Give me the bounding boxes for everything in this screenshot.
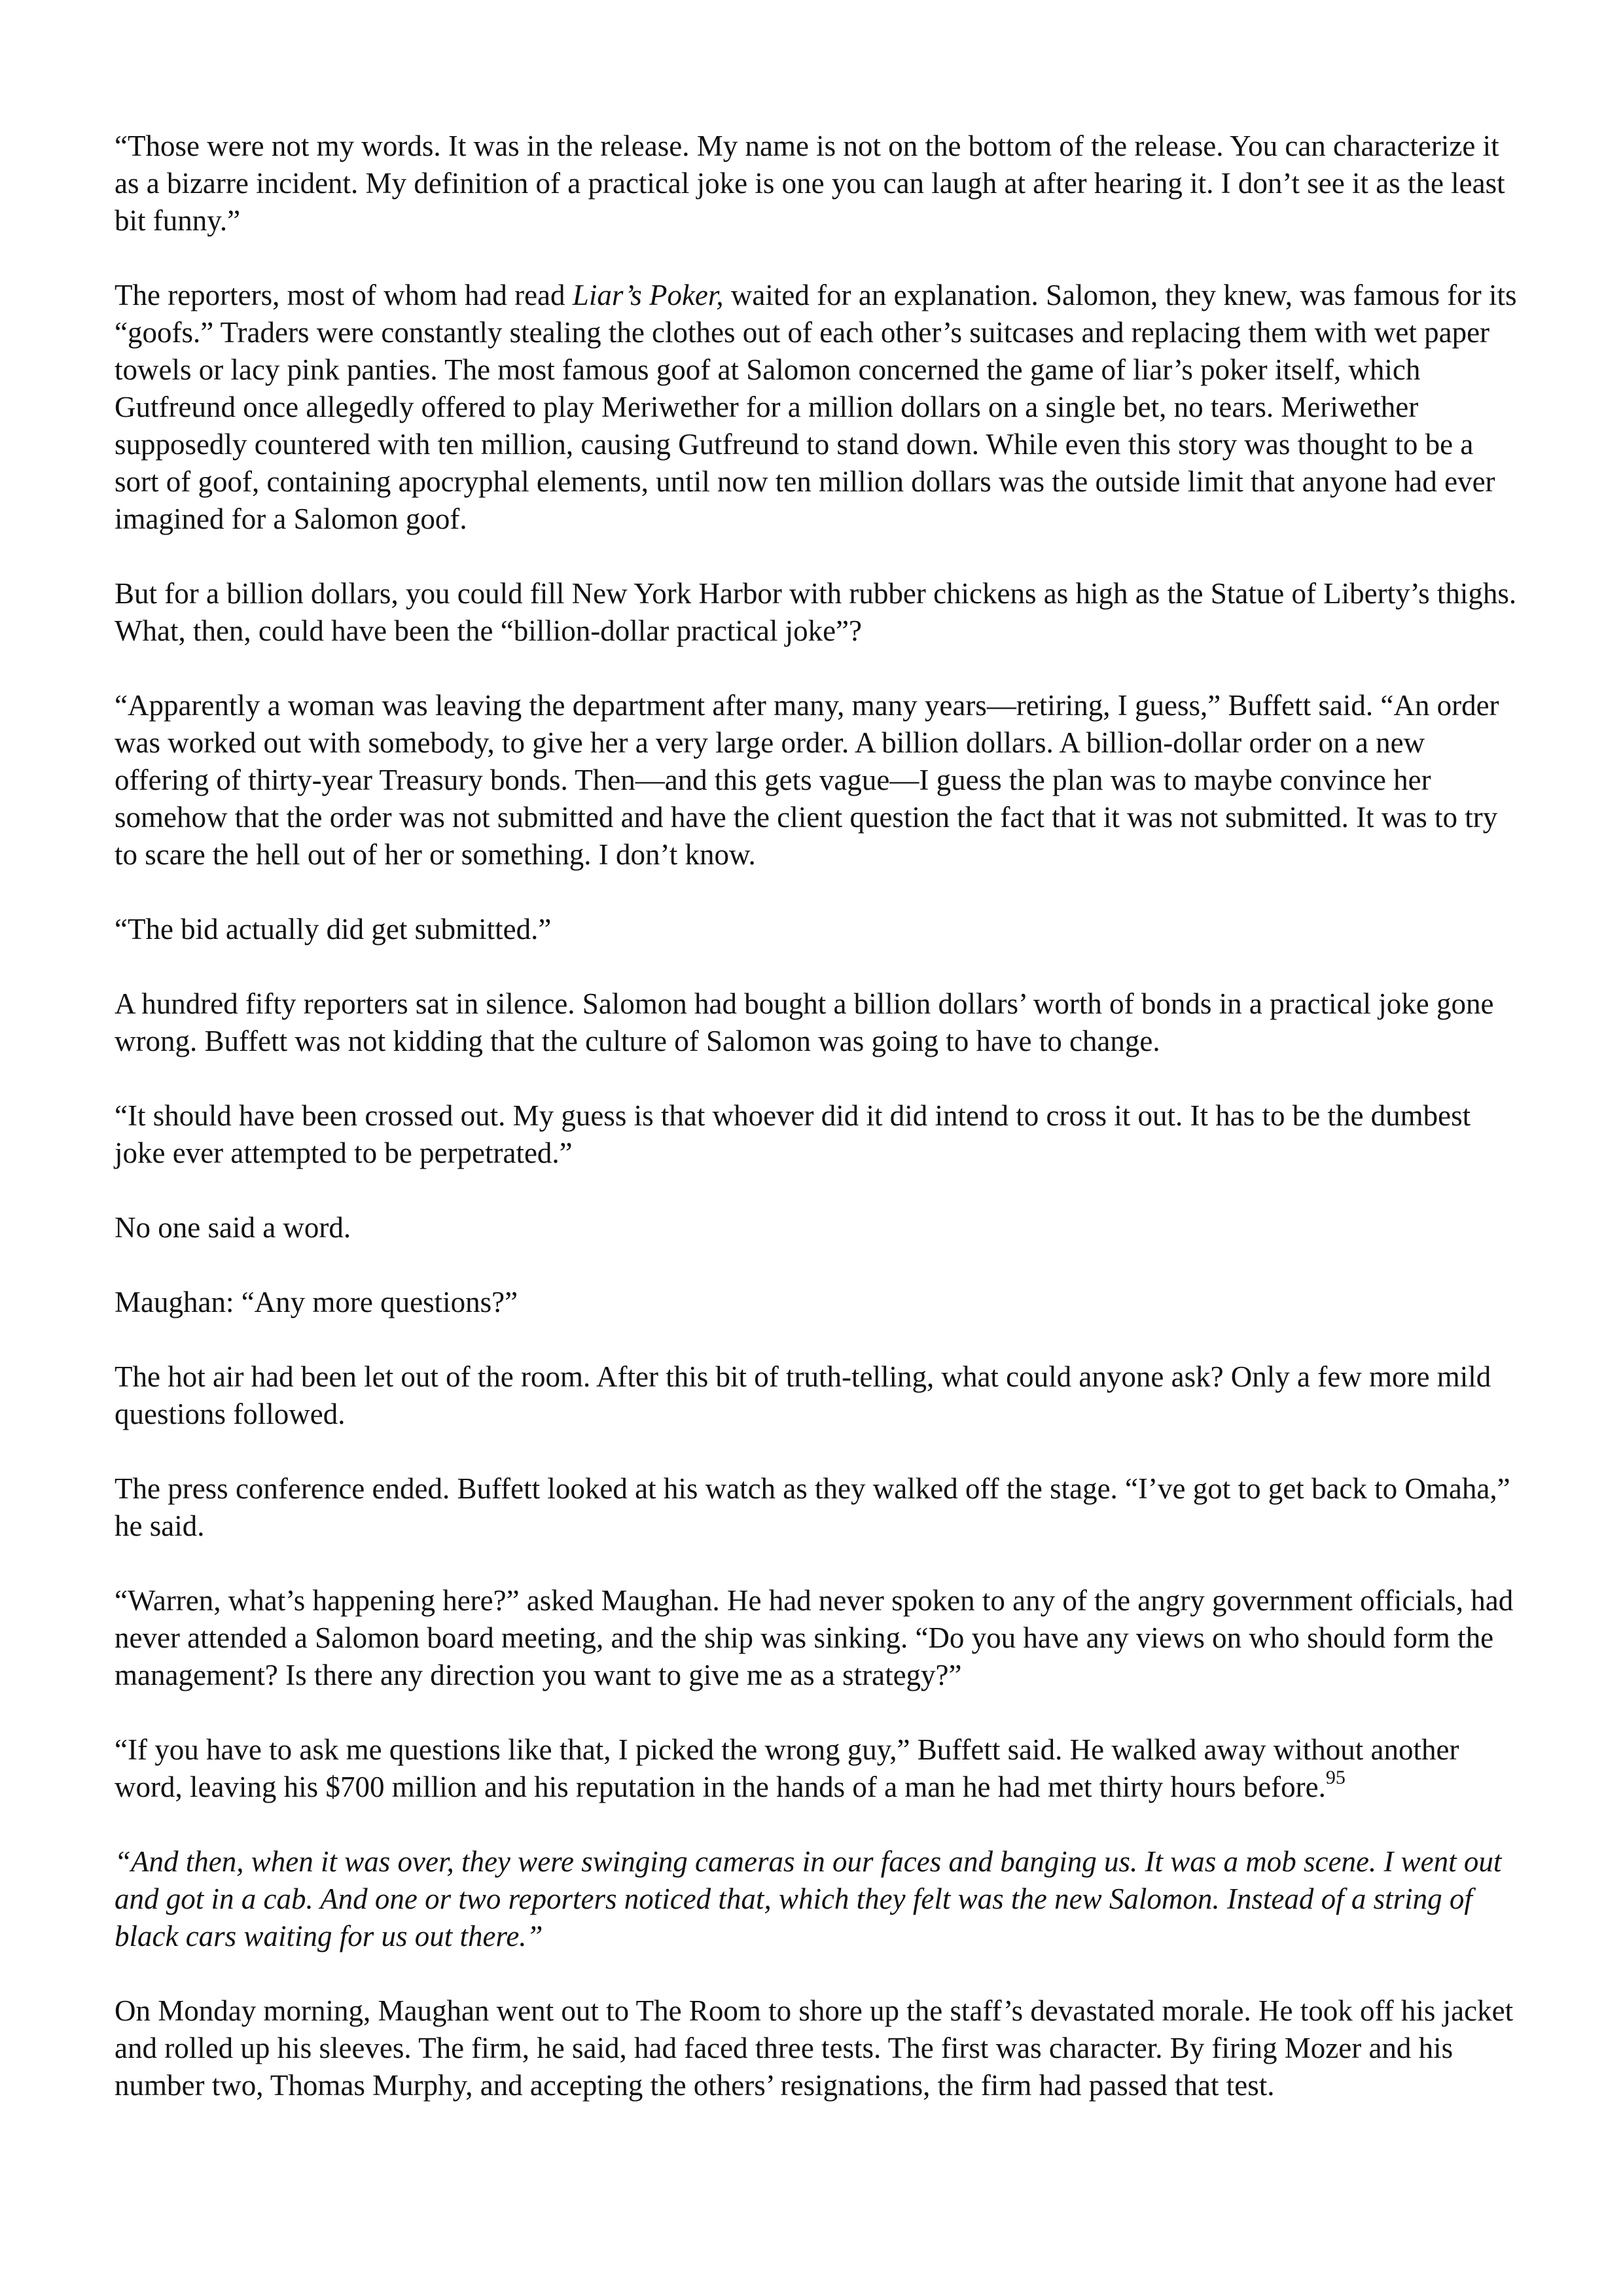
paragraph-bid-submitted: “The bid actually did get submitted.”: [115, 913, 552, 945]
paragraph-monday-morning: On Monday morning, Maughan went out to The Room to shore up the staff’s devastated morale. He took off his jacket and rolled up his sleeves. The firm, he said, had faced three tests. The first was character. By firing Mozer and his number two, Thomas Murphy, and accepting the others’ resignations, the firm had passed that test.: [115, 1994, 1514, 2102]
paragraph-text: “If you have to ask me questions like that, I picked the wrong guy,” Buffett said. He walked away without another word, leaving his $700 million and his reputation in the hands of a man he had met thirty hours before.: [115, 1733, 1459, 1803]
paragraph-billion-dollars: But for a billion dollars, you could fill New York Harbor with rubber chickens as high as the Statue of Liberty’s thighs. What, then, could have been the “billion-dollar practical joke”?: [115, 577, 1517, 647]
paragraph-buffett-explains: “Apparently a woman was leaving the department after many, many years—retiring, I guess,” Buffett said. “An order was worked out with somebody, to give her a very large order. A billion dollars. A billion-dollar order on a new offering of thirty-year Treasury bonds. Then—and this gets vague—I guess the plan was to maybe convince her somehow that the order was not submitted and have the client question the fact that it was not submitted. It was to try to scare the hell out of her or something. I don’t know.: [115, 689, 1499, 871]
paragraph-crossed-out: “It should have been crossed out. My guess is that whoever did it did intend to cross it out. It has to be the dumbest joke ever attempted to be perpetrated.”: [115, 1099, 1471, 1169]
paragraph-reporters-goofs: [115, 277, 1522, 538]
paragraph-text-after-title: waited for an explanation. Salomon, they knew, was famous for its “goofs.” Traders were constantly stealing the clothes out of each other’s suitcases and replacing them with wet paper towels or lacy pink panties. The most famous goof at Salomon concerned the game of liar’s poker itself, which Gutfreund once allegedly offered to play Meriwether for a million dollars on a single bet, no tears. Meriwether supposedly countered with ten million, causing Gutfreund to stand down. While even this story was thought to be a sort of goof, containing apocryphal elements, until now ten million dollars was the outside limit that anyone had ever imagined for a Salomon goof.: [115, 279, 1517, 535]
paragraph-warren-whats-happening: “Warren, what’s happening here?” asked Maughan. He had never spoken to any of the angry government officials, had never attended a Salomon board meeting, and the ship was sinking. “Do you have any views on who should form the management? Is there any direction you want to give me as a strategy?”: [115, 1584, 1514, 1691]
footnote-marker: 95: [1325, 1767, 1346, 1788]
document-page: [115, 128, 1522, 2104]
paragraph-picked-wrong-guy: [115, 1731, 1522, 1806]
paragraph-reporters-silence: A hundred fifty reporters sat in silence. Salomon had bought a billion dollars’ worth of bonds in a practical joke gone wrong. Buffett was not kidding that the culture of Salomon was going to have to change.: [115, 987, 1494, 1057]
paragraph-maughan-questions: Maughan: “Any more questions?”: [115, 1286, 518, 1318]
paragraph-press-conference-ended: The press conference ended. Buffett looked at his watch as they walked off the stage. “I’ve got to get back to Omaha,” he said.: [115, 1472, 1510, 1542]
paragraph-italic-mob-scene: “And then, when it was over, they were swinging cameras in our faces and banging us. It was a mob scene. I went out and got in a cab. And one or two reporters noticed that, which they felt was the new Salomon. Instead of a string of black cars waiting for us out there.”: [115, 1845, 1502, 1952]
paragraph-buffett-quote-release: “Those were not my words. It was in the release. My name is not on the bottom of the release. You can characterize it as a bizarre incident. My definition of a practical joke is one you can laugh at after hearing it. I don’t see it as the least bit funny.”: [115, 130, 1505, 237]
paragraph-hot-air: The hot air had been let out of the room. After this bit of truth-telling, what could anyone ask? Only a few more mild questions followed.: [115, 1360, 1491, 1430]
paragraph-no-one-said: No one said a word.: [115, 1211, 351, 1244]
book-title: Liar’s Poker,: [572, 279, 724, 311]
paragraph-text-before-title: The reporters, most of whom had read: [115, 279, 573, 311]
